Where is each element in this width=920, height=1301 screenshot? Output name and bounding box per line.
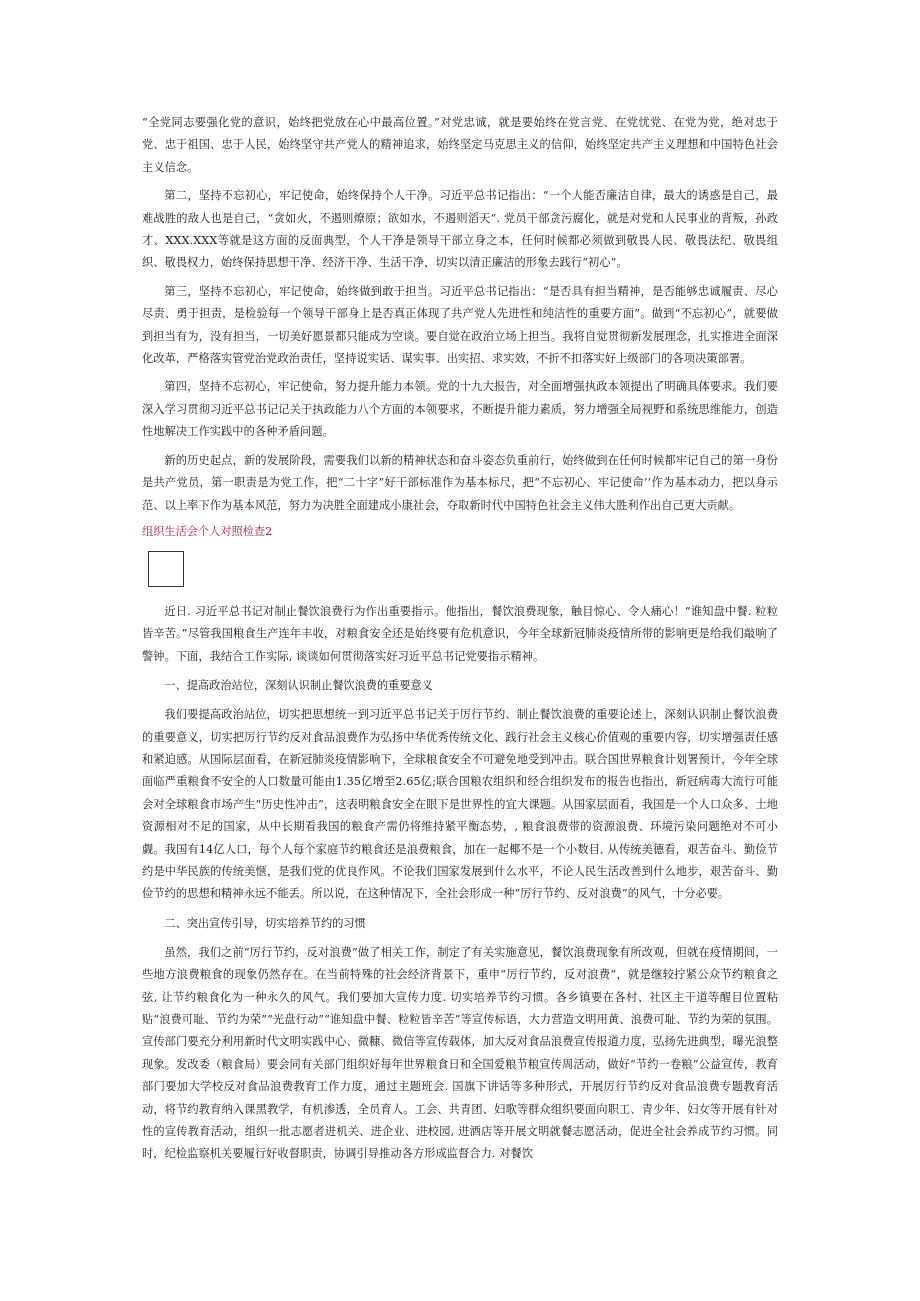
paragraph-conclusion: 新的历史起点，新的发展阶段，需要我们以新的精神状态和奋斗姿态负重前行，始终做到在任何时候都牢记自己的第一身份是共产党员，第一职责是为党工作，把“二十字”好干部标准作为基本标尺，把“不忘初心、牢记使命’’作为基本动力，把以身示范、以上率下作为基本风范，努力为决胜全面建成小康社会，夺取新时代中国特色社会主义伟大胜利作出自己更大贡献。 <box>142 453 778 512</box>
paragraph-fourth-point: 第四，坚持不忘初心，牢记使命，努力提升能力本领。党的十九大报告，对全面增强执政本领提出了明确具体要求。我们要深入学习贯彻习近平总书记记关于执政能力八个方面的本领要求，不断提升能力素质，努力增强全局视野和系统思维能力，创造性地解决工作实践中的各种矛盾问题。 <box>142 380 778 439</box>
paragraph-introduction: 近日. 习近平总书记对制止餐饮浪费行为作出重要指示。他指出，餐饮浪费现象，触目惊心、令人痛心！“谁知盘中餐. 粒粒皆辛苦。”尽管我国粮食生产连年丰收，对粮食安全还是始终要有危机意识，今年全球新冠肺炎疫情所带的影响更是给我们敲响了警钟。下面，我结合工作实际, 谈谈如何贯彻落实好习近平总书记党要指示精神。 <box>142 604 778 663</box>
paragraph-publicity: 虽然，我们之前“厉行节约，反对浪费”做了相关工作，制定了有关实施意见，餐饮浪费现象有所改观，但就在疫情期间，一些地方浪费粮食的现象仍然存在。在当前特殊的社会经济背景下，重申“厉行节约，反对浪费“，就是继较拧紧公众节约粮食之弦, 让节约粮食化为一种永久的风气。我们要加大宣传力度. 切实培养节约习惯。各乡镇要在各村、社区主干道等醒目位置粘贴“浪费可耻、节约为荣”“光盘行动”“谁知盘中餐、粒粒皆辛苦”等宣传标语，大力营造文明用黄、浪费可耻、节约为荣的氛围。宣传部门要充分利用新时代文明实践中心、微糠、微信等宣传载体，加大反对食品浪费宣传报道力度，弘扬先进典型，曝光浪整现象。发改委（粮食局）要会同有关部门组织好每年世界粮食日和全国爱粮节粮宣传周活动，做好“节约一卷粮”公益宣传，教育部门要加大学校反对食品浪费教育工作力度，通过主题班会. 国旗下讲话等多种形式，开展厉行节约反对食品浪费专题教育活动，将节约教育纳入课黑教学，有机渗透，全员育人。工会、共青团、妇歌等群众组织要面向职工、青少年、妇女等开展有针对性的宣传教育活动，组织一批志愿者进机关、进企业、进校园, 进酒店等开展文明就餐志愿活动，促进全社会养成节约习惯。同时，纪检监察机关要履行好收督职责，协调引导推动各方形成监督合力. 对餐饮 <box>142 945 778 1161</box>
paragraph-loyalty: “全党同志要强化党的意识，始终把党放在心中最高位置。”对党忠诚，就是要始终在党言党、在党忧党、在党为党，绝对忠于党、忠于祖国、忠于人民，始终坚守共产党人的精神追求，始终坚定马克思主义的信仰，始终坚定共产主义理想和中国特色社会主义信念。 <box>142 116 778 174</box>
document-page <box>142 112 778 1166</box>
image-placeholder <box>148 551 184 587</box>
paragraph-significance: 我们要提高政治站位，切实把思想统一到习近平总书记关于厉行节约、制止餐饮浪费的重要论述上，深刻认识制止餐饮浪费的重要意义，切实把厉行节约反对食品浪费作为弘扬中华优秀传统文化、践行社会主义核心价值观的重要内容，切实增强责任感和紧迫感。从国际层面看，在新冠肺炎疫情影响下，全球粮食安全不可避免地受到冲击。联合国世界粮食计划署预计，今年全球面临严重粮食不安全的人口数量可能由1.35亿增至2.65亿;联合国粮农组织和经合组织发布的报告也指出，新冠病毒大流行可能会对全球粮食市场产生“历史性冲击”，这表明粮食安全在眼下是世界性的宜大课题。从国家层面看，我国是一个人口众多、土地资源相对不足的国家，从中长期看我国的粮食产需仍将维持紧平衡态势，, 粮食浪费带的资源浪费、环境污染问题绝对不可小觑。我国有14亿人口，每个人每个家庭节约粮食还是浪费粮食，加在一起椰不是一个小数目, 从传统美德看，艰苦奋斗、勤俭节约是中华民族的传统美惬，是我们党的优良作风。不论我们国家发展到什么水平，不论人民生活改善到什么地步，艰苦奋斗、勤俭节约的思想和精神永远不能丢。所以说，在这种情况下，全社会形成一种“厉行节约、反对浪费”的风气，十分必要。 <box>142 708 778 901</box>
paragraph-third-point: 第三，坚持不忘初心，牢记使命，始终做到敢于担当。习近平总书记指出：“是否具有担当精神，是否能够忠诚履责、尽心尽责、勇于担责，是检验每一个领导干部身上是否真正体现了共产党人先进性和纯洁性的重要方面”。做到“不忘初心”，就要做到担当有为，没有担当，一切美好愿景都只能成为空谈。要自觉在政治立场上担当。我将自觉贯彻新发展理念，扎实推进全面深化改革，严格落实管党治党政治责任，坚持说实话、谋实事、出实招、求实效，不折不扣落实好上级部门的各项决策部署。 <box>142 284 778 366</box>
heading-political-stance: 一、提高政治站位，深刻认识制止餐饮浪费的重要意义 <box>164 679 433 693</box>
section-title: 组织生活会个人对照检查2 <box>142 524 273 538</box>
heading-publicity: 二、突出宣传引导，切实培养节约的习惯 <box>164 916 366 930</box>
paragraph-second-point: 第二，坚持不忘初心，牢记使命，始终保持个人干净。习近平总书记指出：“一个人能否廉洁自律，最大的诱惑是自己，最难战胜的敌人也是自己，“贪如火，不遏则燎原；欲如水，不遏则滔天”. 党员干部贪污腐化，就是对党和人民事业的背叛，孙政才、XXX.XXX等就是这方面的反面典型，个人干净是领导干部立身之本，任何时候都必须做到敬畏人民、敬畏法纪、敬畏组织、敬畏权力，始终保持思想干净、经济干净、生活干净，切实以清正廉洁的形象去践行“初心”。 <box>142 189 778 270</box>
